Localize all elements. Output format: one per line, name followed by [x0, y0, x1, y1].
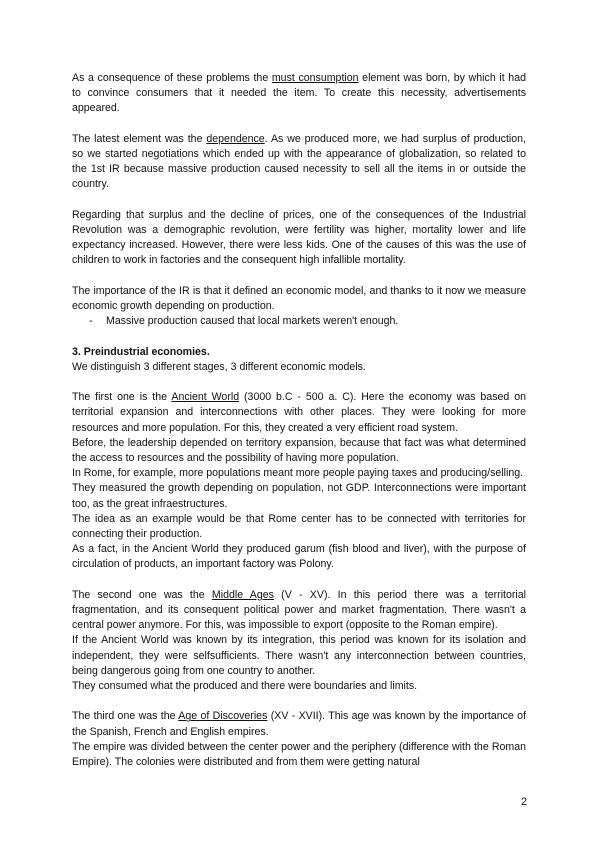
paragraph-line: Before, the leadership depended on territory expansion, because that fact was what determined the access to resources and the possibility of having more population. [72, 436, 526, 464]
paragraph-middle-ages [72, 588, 526, 634]
paragraph-importance: The importance of the IR is that it defined an economic model, and thanks to it now we measure economic growth depending on production. [72, 284, 526, 312]
page-body [72, 71, 526, 770]
bullet-text: Massive production caused that local markets weren't enough. [106, 315, 399, 328]
paragraph-demographic: Regarding that surplus and the decline of prices, one of the consequences of the Industrial Revolution was a demographic revolution, were fertility was higher, mortality lower and life expectancy increased. However, there were less kids. One of the causes of this was the use of children to work in factories and the consequent high infallible mortality. [72, 208, 526, 267]
text-run: The first one is the [72, 391, 172, 404]
underlined-term: Age of Discoveries [178, 710, 268, 723]
paragraph-line: The empire was divided between the center power and the periphery (difference with the Roman Empire). The colonies were distributed and from them were getting natural [72, 740, 526, 769]
paragraph-line: They measured the growth depending on population, not GDP. Interconnections were important too, as the great infraestructures. [72, 482, 526, 510]
paragraph-line: As a fact, in the Ancient World they produced garum (fish blood and liver), with the purpose of circulation of products, an important factory was Polony. [72, 543, 526, 571]
paragraph-age-of-discoveries [72, 709, 526, 739]
paragraph-line: If the Ancient World was known by its integration, this period was known for its isolation and independent, they were selfsufficients. There wasn't any interconnection between countries, being dangerous going from one country to another. [72, 634, 526, 677]
bullet-dash: - [89, 315, 93, 328]
paragraph-ancient-world [72, 390, 526, 436]
text-run: The second one was the [72, 588, 212, 601]
text-run: The latest element was the [72, 132, 207, 145]
text-run: (XV - XVII). This age was known by the importance of the Spanish, French and English empires. [72, 710, 526, 738]
text-run: As a consequence of these problems the [72, 72, 272, 84]
page-number: 2 [521, 796, 527, 808]
paragraph-must-consumption [72, 71, 526, 117]
paragraph-line: The idea as an example would be that Rome center has to be connected with territories for connecting their production. [72, 512, 526, 541]
underlined-term: dependence [206, 132, 265, 145]
text-run: The third one was the [72, 710, 179, 723]
paragraph-line: They consumed what the produced and there were boundaries and limits. [72, 680, 418, 693]
section-intro: We distinguish 3 different stages, 3 different economic models. [72, 360, 366, 373]
paragraph-line: In Rome, for example, more populations meant more people paying taxes and producing/selling. [72, 467, 524, 480]
paragraph-dependence [72, 132, 526, 193]
text-run: (V - XV). In this period there was a territorial fragmentation, and its consequent political power and market fragmentation. There wasn't a central power anymore. For this, was impossible to export (opposite to the Roman empire). [72, 588, 527, 632]
underlined-term: Ancient World [171, 391, 240, 404]
section-heading: 3. Preindustrial economies. [72, 345, 210, 358]
underlined-term: must consumption [271, 72, 359, 84]
text-run: element was born, by which it had to convince consumers that it needed the item. To create this necessity, advertisements appeared. [72, 72, 526, 115]
bullet-item [89, 314, 526, 329]
underlined-term: Middle Ages [211, 588, 274, 601]
text-run: (3000 b.C - 500 a. C). Here the economy was based on territorial expansion and interconnections with other places. They were looking for more resources and more population. For this, they created a very efficient road system. [72, 391, 526, 434]
text-run: . As we produced more, we had surplus of production, so we started negotiations which ended up with the appearance of globalization, so related to the 1st IR because massive production caused necessity to sell all the items in or outside the country. [72, 132, 526, 191]
